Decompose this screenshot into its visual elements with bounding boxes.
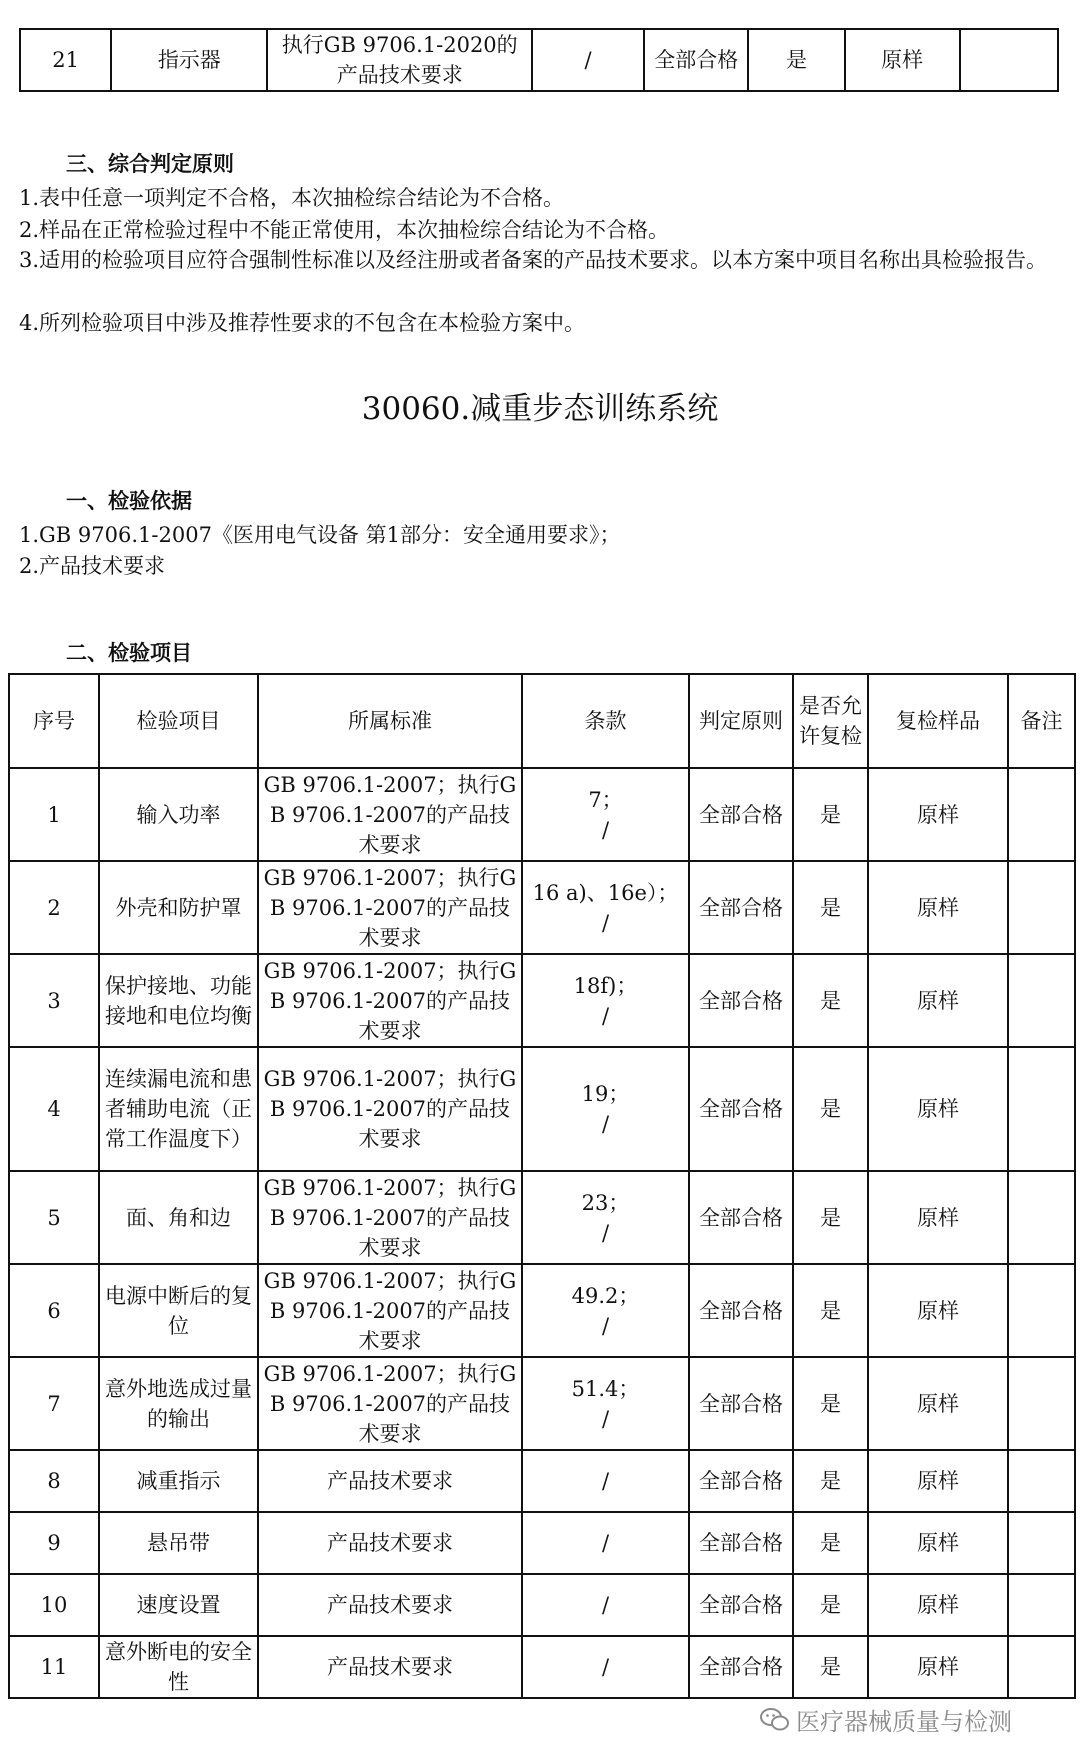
judgement-item-4: 4.所列检验项目中涉及推荐性要求的不包含在本检验方案中。 xyxy=(19,311,586,335)
clause xyxy=(522,1047,689,1171)
header-standard: 所属标准 xyxy=(258,674,522,768)
table-header-row xyxy=(9,674,1075,768)
clause-slash: / xyxy=(601,1406,610,1431)
recheck-allowed: 是 xyxy=(793,1450,868,1512)
standard: 产品技术要求 xyxy=(258,1450,522,1512)
item-name: 电源中断后的复位 xyxy=(99,1264,258,1357)
judgement-rule: 全部合格 xyxy=(689,1636,793,1698)
remark xyxy=(1008,1047,1075,1171)
recheck-allowed: 是 xyxy=(793,768,868,861)
recheck-allowed: 是 xyxy=(793,861,868,954)
row-number: 7 xyxy=(9,1357,99,1450)
judgement-item-3: 3.适用的检验项目应符合强制性标准以及经注册或者备案的产品技术要求。以本方案中项目名称出具检验报告。 xyxy=(19,248,1048,272)
header-recheck: 是否允许复检 xyxy=(793,674,868,768)
table-row xyxy=(9,1574,1075,1636)
recheck-allowed: 是 xyxy=(793,1357,868,1450)
clause-number: 7； xyxy=(588,787,623,812)
basis-item-1: 1.GB 9706.1-2007《医用电气设备 第1部分：安全通用要求》； xyxy=(19,523,621,547)
clause-slash: / xyxy=(601,1003,610,1028)
item-name: 面、角和边 xyxy=(99,1171,258,1264)
standard: 产品技术要求 xyxy=(258,1574,522,1636)
recheck-sample: 原样 xyxy=(868,1047,1008,1171)
recheck-sample: 原样 xyxy=(845,29,960,91)
judgement-rule: 全部合格 xyxy=(689,1264,793,1357)
page-title: 30060.减重步态训练系统 xyxy=(361,391,719,427)
judgement-rule: 全部合格 xyxy=(644,29,748,91)
remark xyxy=(1008,1264,1075,1357)
table-row xyxy=(9,1512,1075,1574)
recheck-allowed: 是 xyxy=(793,1574,868,1636)
row-number: 2 xyxy=(9,861,99,954)
judgement-rule: 全部合格 xyxy=(689,1512,793,1574)
header-clause: 条款 xyxy=(522,674,689,768)
clause-number: 49.2； xyxy=(571,1283,640,1308)
recheck-sample: 原样 xyxy=(868,1357,1008,1450)
judgement-rule: 全部合格 xyxy=(689,861,793,954)
clause xyxy=(522,768,689,861)
section-heading-basis: 一、检验依据 xyxy=(66,489,192,513)
item-name: 减重指示 xyxy=(99,1450,258,1512)
row-number: 8 xyxy=(9,1450,99,1512)
clause xyxy=(522,954,689,1047)
standard: 执行GB 9706.1-2020的产品技术要求 xyxy=(267,29,532,91)
recheck-sample: 原样 xyxy=(868,1512,1008,1574)
clause-number: 19； xyxy=(581,1082,630,1106)
standard: GB 9706.1-2007；执行GB 9706.1-2007的产品技术要求 xyxy=(258,768,522,861)
inspection-items-table xyxy=(8,673,1076,1699)
remark xyxy=(1008,1357,1075,1450)
clause xyxy=(522,1264,689,1357)
header-number: 序号 xyxy=(9,674,99,768)
item-name: 输入功率 xyxy=(99,768,258,861)
basis-item-2: 2.产品技术要求 xyxy=(19,554,166,578)
recheck-allowed: 是 xyxy=(793,1512,868,1574)
remark xyxy=(1008,1171,1075,1264)
clause-slash: / xyxy=(601,817,610,842)
table-row xyxy=(9,861,1075,954)
table-row xyxy=(9,1047,1075,1171)
clause-number: 51.4； xyxy=(571,1376,640,1401)
remark xyxy=(1008,954,1075,1047)
table-row xyxy=(9,1171,1075,1264)
remark xyxy=(1008,1636,1075,1698)
judgement-rule: 全部合格 xyxy=(689,1171,793,1264)
table-row xyxy=(9,1450,1075,1512)
item-name: 悬吊带 xyxy=(99,1512,258,1574)
judgement-item-2: 2.样品在正常检验过程中不能正常使用，本次抽检综合结论为不合格。 xyxy=(19,218,670,242)
watermark xyxy=(760,1702,1012,1737)
wechat-icon xyxy=(760,1707,790,1733)
judgement-rule: 全部合格 xyxy=(689,768,793,861)
clause-slash: / xyxy=(601,910,610,935)
standard: GB 9706.1-2007；执行GB 9706.1-2007的产品技术要求 xyxy=(258,1357,522,1450)
item-name: 意外地选成过量的输出 xyxy=(99,1357,258,1450)
item-name: 连续漏电流和患者辅助电流（正常工作温度下） xyxy=(99,1047,258,1171)
item-name: 意外断电的安全性 xyxy=(99,1636,258,1698)
row-number: 11 xyxy=(9,1636,99,1698)
remark xyxy=(1008,1512,1075,1574)
item-name: 保护接地、功能接地和电位均衡 xyxy=(99,954,258,1047)
judgement-item-1: 1.表中任意一项判定不合格，本次抽检综合结论为不合格。 xyxy=(19,186,565,210)
header-remark: 备注 xyxy=(1008,674,1075,768)
section-heading-items: 二、检验项目 xyxy=(66,641,192,665)
section-heading-judgement: 三、综合判定原则 xyxy=(66,152,234,176)
item-name: 速度设置 xyxy=(99,1574,258,1636)
clause xyxy=(522,1357,689,1450)
recheck-sample: 原样 xyxy=(868,1264,1008,1357)
standard: 产品技术要求 xyxy=(258,1636,522,1698)
recheck-sample: 原样 xyxy=(868,954,1008,1047)
clause-number: 18f)； xyxy=(573,973,638,998)
recheck-allowed: 是 xyxy=(793,1264,868,1357)
clause-slash: / xyxy=(601,1220,610,1245)
clause: / xyxy=(522,1636,689,1698)
remark xyxy=(1008,768,1075,861)
recheck-allowed: 是 xyxy=(793,1171,868,1264)
table-row xyxy=(9,1264,1075,1357)
row-number: 3 xyxy=(9,954,99,1047)
row-number: 4 xyxy=(9,1047,99,1171)
remark xyxy=(1008,861,1075,954)
standard: 产品技术要求 xyxy=(258,1512,522,1574)
item-name: 指示器 xyxy=(111,29,267,91)
standard: GB 9706.1-2007；执行GB 9706.1-2007的产品技术要求 xyxy=(258,1047,522,1171)
row-number: 9 xyxy=(9,1512,99,1574)
clause-number: 23； xyxy=(581,1190,630,1215)
watermark-text: 医疗器械质量与检测 xyxy=(796,1708,1012,1736)
recheck-sample: 原样 xyxy=(868,1171,1008,1264)
judgement-rule: 全部合格 xyxy=(689,1047,793,1171)
standard: GB 9706.1-2007；执行GB 9706.1-2007的产品技术要求 xyxy=(258,1264,522,1357)
clause xyxy=(522,861,689,954)
clause-slash: / xyxy=(601,1112,610,1136)
clause xyxy=(522,1171,689,1264)
recheck-sample: 原样 xyxy=(868,1450,1008,1512)
table-row xyxy=(20,29,1058,91)
standard: GB 9706.1-2007；执行GB 9706.1-2007的产品技术要求 xyxy=(258,954,522,1047)
clause-number: 16 a)、16e）； xyxy=(532,880,679,905)
judgement-rule: 全部合格 xyxy=(689,1574,793,1636)
table-row xyxy=(9,1636,1075,1698)
clause: / xyxy=(522,1450,689,1512)
recheck-sample: 原样 xyxy=(868,1574,1008,1636)
judgement-rule: 全部合格 xyxy=(689,1450,793,1512)
table-row xyxy=(9,954,1075,1047)
header-item: 检验项目 xyxy=(99,674,258,768)
remark xyxy=(1008,1574,1075,1636)
recheck-allowed: 是 xyxy=(793,1636,868,1698)
remark xyxy=(1008,1450,1075,1512)
judgement-rule: 全部合格 xyxy=(689,1357,793,1450)
standard: GB 9706.1-2007；执行GB 9706.1-2007的产品技术要求 xyxy=(258,861,522,954)
recheck-sample: 原样 xyxy=(868,861,1008,954)
clause-slash: / xyxy=(601,1313,610,1338)
recheck-sample: 原样 xyxy=(868,1636,1008,1698)
clause: / xyxy=(522,1512,689,1574)
recheck-allowed: 是 xyxy=(793,954,868,1047)
recheck-sample: 原样 xyxy=(868,768,1008,861)
row-number: 5 xyxy=(9,1171,99,1264)
previous-table-tail xyxy=(19,28,1059,92)
header-sample: 复检样品 xyxy=(868,674,1008,768)
table-row xyxy=(9,768,1075,861)
recheck-allowed: 是 xyxy=(793,1047,868,1171)
standard: GB 9706.1-2007；执行GB 9706.1-2007的产品技术要求 xyxy=(258,1171,522,1264)
item-name: 外壳和防护罩 xyxy=(99,861,258,954)
row-number: 21 xyxy=(20,29,111,91)
row-number: 6 xyxy=(9,1264,99,1357)
row-number: 1 xyxy=(9,768,99,861)
clause: / xyxy=(532,29,644,91)
recheck-allowed: 是 xyxy=(748,29,844,91)
judgement-rule: 全部合格 xyxy=(689,954,793,1047)
remark xyxy=(960,29,1058,91)
header-rule: 判定原则 xyxy=(689,674,793,768)
table-row xyxy=(9,1357,1075,1450)
clause: / xyxy=(522,1574,689,1636)
row-number: 10 xyxy=(9,1574,99,1636)
